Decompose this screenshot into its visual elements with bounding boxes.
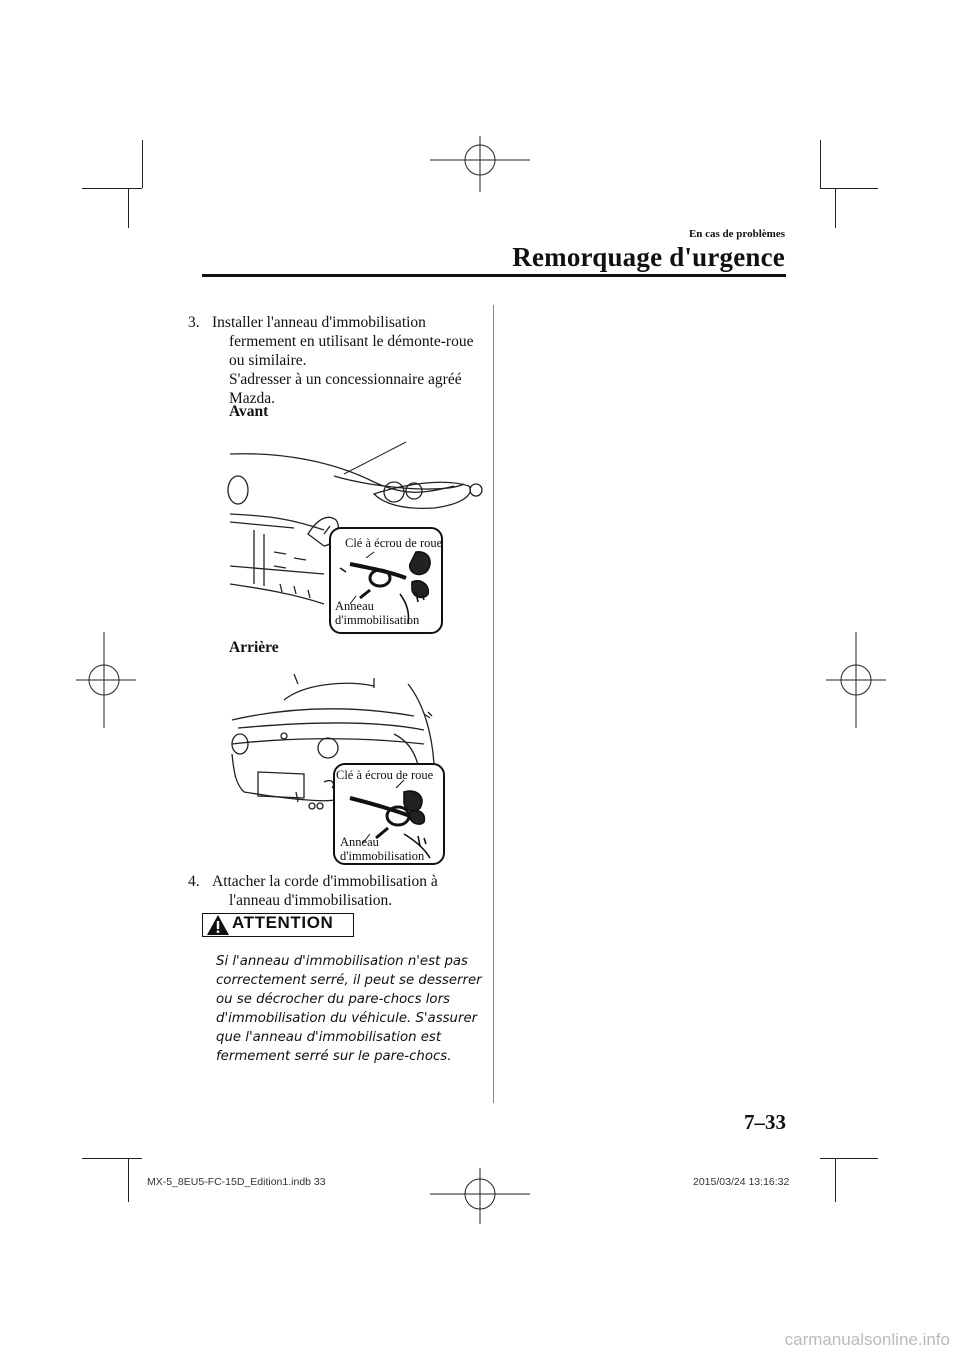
- figure-heading-front: Avant: [229, 403, 269, 420]
- step-line: fermement en utilisant le démonte-roue: [229, 333, 474, 350]
- registration-mark-right: [826, 632, 886, 728]
- step-line: Mazda.: [229, 390, 276, 407]
- attention-line: Si l'anneau d'immobilisation n'est pas: [216, 954, 468, 969]
- step-3: [188, 313, 488, 408]
- rear-ring-label-2: d'immobilisation: [340, 849, 425, 863]
- page-title: Remorquage d'urgence: [512, 242, 785, 272]
- attention-line: d'immobilisation du véhicule. S'assurer: [216, 1011, 478, 1026]
- rear-ring-label-1: Anneau: [340, 835, 379, 849]
- attention-line: correctement serré, il peut se desserrer: [216, 973, 482, 988]
- footer-file: MX-5_8EU5-FC-15D_Edition1.indb 33: [147, 1176, 326, 1188]
- step-4: [188, 872, 488, 910]
- front-ring-label-1: Anneau: [335, 599, 374, 613]
- attention-line: que l'anneau d'immobilisation est: [216, 1030, 442, 1045]
- registration-mark-left: [76, 632, 136, 728]
- front-ring-label-2: d'immobilisation: [335, 613, 420, 627]
- registration-mark-bottom: [430, 1164, 530, 1224]
- figure-heading-rear: Arrière: [229, 639, 279, 656]
- step-line: ou similaire.: [229, 352, 307, 369]
- registration-mark-top: [430, 136, 530, 196]
- step-line: l'anneau d'immobilisation.: [229, 892, 393, 909]
- step-line: Attacher la corde d'immobilisation à: [212, 873, 438, 890]
- attention-label: ATTENTION: [232, 913, 334, 932]
- watermark: carmanualsonline.info: [784, 1330, 950, 1349]
- attention-line: ou se décrocher du pare-chocs lors: [216, 992, 450, 1007]
- rear-wrench-label: Clé à écrou de roue: [336, 768, 434, 782]
- page-number: 7–33: [744, 1110, 786, 1134]
- step-line: Installer l'anneau d'immobilisation: [212, 314, 426, 331]
- attention-message: [216, 952, 484, 1066]
- step-number: 4.: [188, 873, 200, 890]
- header-rule: [202, 274, 786, 277]
- section-label: En cas de problèmes: [688, 228, 785, 240]
- warning-triangle-icon: [206, 914, 230, 936]
- step-line: S'adresser à un concessionnaire agréé: [229, 371, 462, 388]
- front-wrench-label: Clé à écrou de roue: [345, 536, 443, 550]
- step-number: 3.: [188, 314, 200, 331]
- column-divider: [493, 305, 494, 1103]
- footer-timestamp: 2015/03/24 13:16:32: [693, 1176, 790, 1188]
- attention-line: fermement serré sur le pare-chocs.: [216, 1049, 452, 1064]
